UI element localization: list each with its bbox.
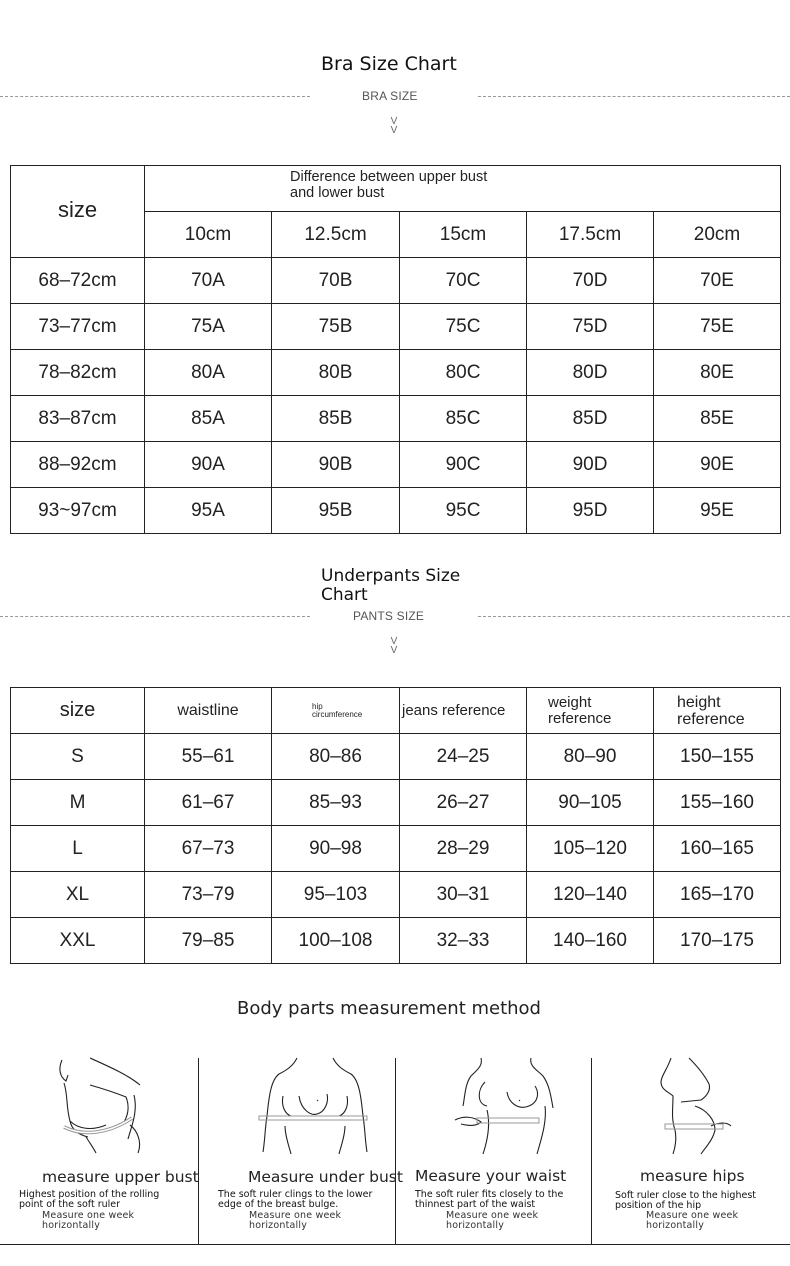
method-title-under-bust: Measure under bust [248,1168,403,1186]
table-cell: 80D [527,350,654,396]
table-cell: 70C [400,258,527,304]
method-section-title: Body parts measurement method [237,998,541,1019]
table-cell: 90A [145,442,272,488]
table-cell: 73–79 [145,872,272,918]
method-note-upper-bust: Measure one week horizontally [42,1210,135,1231]
table-cell: 95C [400,488,527,534]
jeans-header: jeans reference [400,688,527,734]
under-bust-figure-icon [255,1056,375,1156]
method-desc-upper-bust: Highest position of the rolling point of the soft ruler [19,1189,160,1210]
size-header: size [11,688,145,734]
row-size: 68–72cm [11,258,145,304]
bust-difference-header: Difference between upper bust and lower bust [145,166,781,212]
row-size: L [11,826,145,872]
column-header: 15cm [400,212,527,258]
table-cell: 80C [400,350,527,396]
method-title-upper-bust: measure upper bust [42,1168,199,1186]
method-desc-waist: The soft ruler fits closely to the thinnest part of the waist [415,1189,564,1210]
method-note-hips: Measure one week horizontally [646,1210,739,1231]
chevron-down-icon: V V [390,636,398,656]
bra-size-table [10,165,781,534]
table-cell: 85D [527,396,654,442]
table-cell: 85–93 [272,780,400,826]
method-note-waist: Measure one week horizontally [446,1210,539,1231]
column-header: 20cm [654,212,781,258]
table-cell: 32–33 [400,918,527,964]
table-row [11,826,781,872]
table-row [11,488,781,534]
pants-size-table [10,687,781,964]
table-cell: 67–73 [145,826,272,872]
column-divider [198,1058,199,1244]
table-cell: 70B [272,258,400,304]
table-row [11,918,781,964]
table-cell: 80B [272,350,400,396]
hips-figure-icon [655,1056,775,1156]
table-row [11,872,781,918]
row-size: XXL [11,918,145,964]
table-cell: 26–27 [400,780,527,826]
table-cell: 90C [400,442,527,488]
column-divider [395,1058,396,1244]
row-size: 73–77cm [11,304,145,350]
table-cell: 90B [272,442,400,488]
row-size: 88–92cm [11,442,145,488]
table-cell: 150–155 [654,734,781,780]
chevron-down-icon: V V [390,116,398,136]
table-cell: 55–61 [145,734,272,780]
table-cell: 140–160 [527,918,654,964]
method-title-waist: Measure your waist [415,1167,567,1185]
divider-left [0,96,310,97]
divider-right [478,96,790,97]
table-cell: 120–140 [527,872,654,918]
waistline-header: waistline [145,688,272,734]
table-cell: 95A [145,488,272,534]
table-row [11,442,781,488]
method-desc-hips: Soft ruler close to the highest position of the hip [615,1190,756,1211]
column-divider [591,1058,592,1244]
weight-header: weight reference [527,688,654,734]
table-cell: 70A [145,258,272,304]
divider-left [0,616,310,617]
table-cell: 79–85 [145,918,272,964]
row-size: M [11,780,145,826]
table-cell: 85E [654,396,781,442]
table-cell: 75B [272,304,400,350]
row-size: S [11,734,145,780]
method-note-under-bust: Measure one week horizontally [249,1210,342,1231]
table-cell: 75E [654,304,781,350]
row-size: 78–82cm [11,350,145,396]
table-cell: 80E [654,350,781,396]
table-row [11,258,781,304]
table-cell: 90–105 [527,780,654,826]
waist-figure-icon [447,1056,567,1156]
table-cell: 105–120 [527,826,654,872]
height-header: height reference [654,688,781,734]
row-size: XL [11,872,145,918]
table-cell: 80A [145,350,272,396]
bottom-rule [0,1244,790,1245]
table-cell: 95D [527,488,654,534]
table-cell: 75D [527,304,654,350]
table-cell: 165–170 [654,872,781,918]
table-cell: 85C [400,396,527,442]
table-cell: 70E [654,258,781,304]
size-header: size [11,166,145,258]
table-cell: 80–90 [527,734,654,780]
hip-header: hip circumference [272,688,400,734]
pants-section-subtitle: PANTS SIZE [353,609,425,623]
bra-section-subtitle: BRA SIZE [362,89,418,103]
row-size: 93~97cm [11,488,145,534]
divider-right [478,616,790,617]
table-cell: 24–25 [400,734,527,780]
table-row [11,396,781,442]
column-header: 17.5cm [527,212,654,258]
table-cell: 75C [400,304,527,350]
table-cell: 160–165 [654,826,781,872]
pants-section-title: Underpants Size Chart [321,566,461,605]
bra-section-title: Bra Size Chart [321,53,457,75]
column-header: 10cm [145,212,272,258]
table-cell: 85B [272,396,400,442]
table-cell: 80–86 [272,734,400,780]
method-title-hips: measure hips [640,1167,745,1185]
table-cell: 100–108 [272,918,400,964]
table-cell: 75A [145,304,272,350]
table-row [11,304,781,350]
table-cell: 30–31 [400,872,527,918]
table-cell: 170–175 [654,918,781,964]
table-row [11,734,781,780]
table-cell: 70D [527,258,654,304]
table-row [11,350,781,396]
table-cell: 95–103 [272,872,400,918]
column-header: 12.5cm [272,212,400,258]
table-cell: 155–160 [654,780,781,826]
table-cell: 95B [272,488,400,534]
table-row [11,780,781,826]
table-cell: 90–98 [272,826,400,872]
row-size: 83–87cm [11,396,145,442]
table-cell: 90E [654,442,781,488]
method-desc-under-bust: The soft ruler clings to the lower edge of the breast bulge. [218,1189,373,1210]
table-cell: 85A [145,396,272,442]
table-cell: 61–67 [145,780,272,826]
table-cell: 28–29 [400,826,527,872]
table-cell: 90D [527,442,654,488]
table-cell: 95E [654,488,781,534]
upper-bust-figure-icon [50,1055,170,1155]
